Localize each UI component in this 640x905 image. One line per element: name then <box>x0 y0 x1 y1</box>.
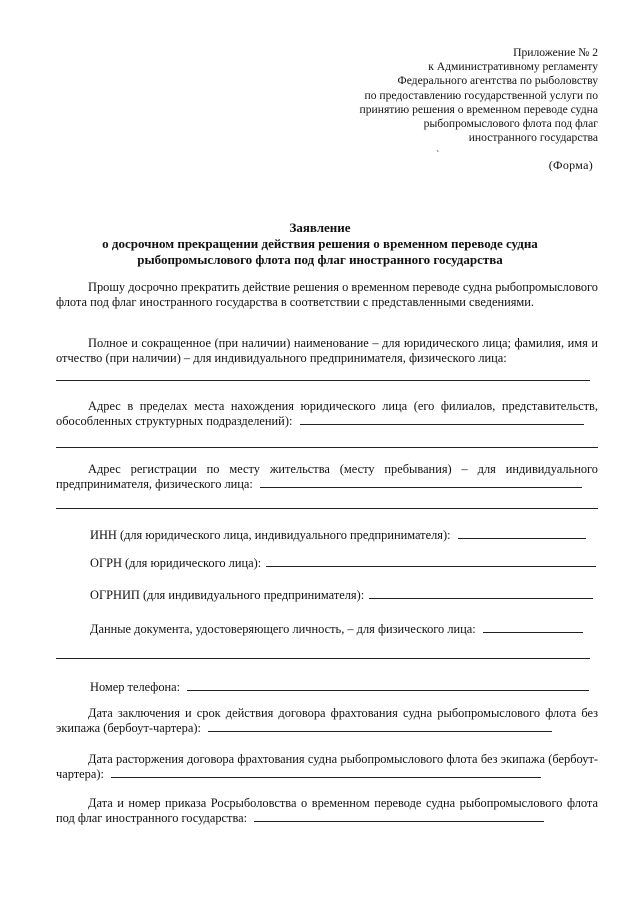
legal-address-line[interactable] <box>300 414 584 425</box>
charter-termination-label: Дата расторжения договора фрахтования судна рыбопромыслового флота без экипажа (бербоут-чартера): <box>56 752 598 782</box>
header-line: рыбопромыслового флота под флаг <box>423 117 598 131</box>
header-line: к Административному регламенту <box>428 60 598 74</box>
header-line: принятию решения о временном переводе судна <box>359 102 598 116</box>
header-line: иностранного государства <box>468 131 598 145</box>
title-line: о досрочном прекращении действия решения о временном переводе судна <box>102 236 538 251</box>
phone-line[interactable] <box>187 680 589 691</box>
registration-address-line-2[interactable] <box>56 508 598 509</box>
registration-address-line[interactable] <box>260 477 582 488</box>
name-field-line[interactable] <box>56 380 590 381</box>
legal-address-label: Адрес в пределах места нахождения юридического лица (его филиалов, представительств, обособленных структурных подразделений): <box>56 399 598 429</box>
order-label: Дата и номер приказа Росрыболовства о временном переводе судна рыбопромыслового флота под флаг иностранного государства: <box>56 796 598 826</box>
ogrnip-label: ОГРНИП (для индивидуального предпринимателя): <box>90 588 600 603</box>
phone-label: Номер телефона: <box>90 680 600 695</box>
inn-line[interactable] <box>458 528 586 539</box>
charter-date-label: Дата заключения и срок действия договора фрахтования судна рыбопромыслового флота без экипажа (бербоут-чартера): <box>56 706 598 736</box>
name-field-label: Полное и сокращенное (при наличии) наименование – для юридического лица; фамилия, имя и отчество (при наличии) – для индивидуального предпринимателя, физического лица: <box>56 336 598 366</box>
charter-termination-line[interactable] <box>111 767 541 778</box>
form-label: (Форма) <box>548 158 593 172</box>
title-line: Заявление <box>289 220 351 235</box>
stray-mark: ` <box>436 150 440 161</box>
ogrn-line[interactable] <box>266 556 596 567</box>
appendix-number: Приложение № 2 <box>513 46 598 59</box>
header-line: Федерального агентства по рыболовству <box>397 74 598 88</box>
order-line[interactable] <box>254 811 544 822</box>
charter-date-line[interactable] <box>208 721 552 732</box>
title-line: рыбопромыслового флота под флаг иностранного государства <box>137 252 503 267</box>
header-line: по предоставлению государственной услуги по <box>364 88 598 102</box>
document-title <box>40 220 600 268</box>
ogrnip-line[interactable] <box>369 588 593 599</box>
intro-paragraph: Прошу досрочно прекратить действие решения о временном переводе судна рыбопромыслового флота под флаг иностранного государства в соответствии с представленными сведениями. <box>56 280 598 310</box>
inn-label: ИНН (для юридического лица, индивидуального предпринимателя): <box>90 528 600 543</box>
id-document-label: Данные документа, удостоверяющего личность, – для физического лица: <box>90 622 600 637</box>
id-document-line-2[interactable] <box>56 658 590 659</box>
registration-address-label: Адрес регистрации по месту жительства (месту пребывания) – для индивидуального предпринимателя, физического лица: <box>56 462 598 492</box>
ogrn-label: ОГРН (для юридического лица): <box>90 556 600 571</box>
id-document-line[interactable] <box>483 622 583 633</box>
legal-address-line-2[interactable] <box>56 447 598 448</box>
appendix-header <box>298 46 598 145</box>
